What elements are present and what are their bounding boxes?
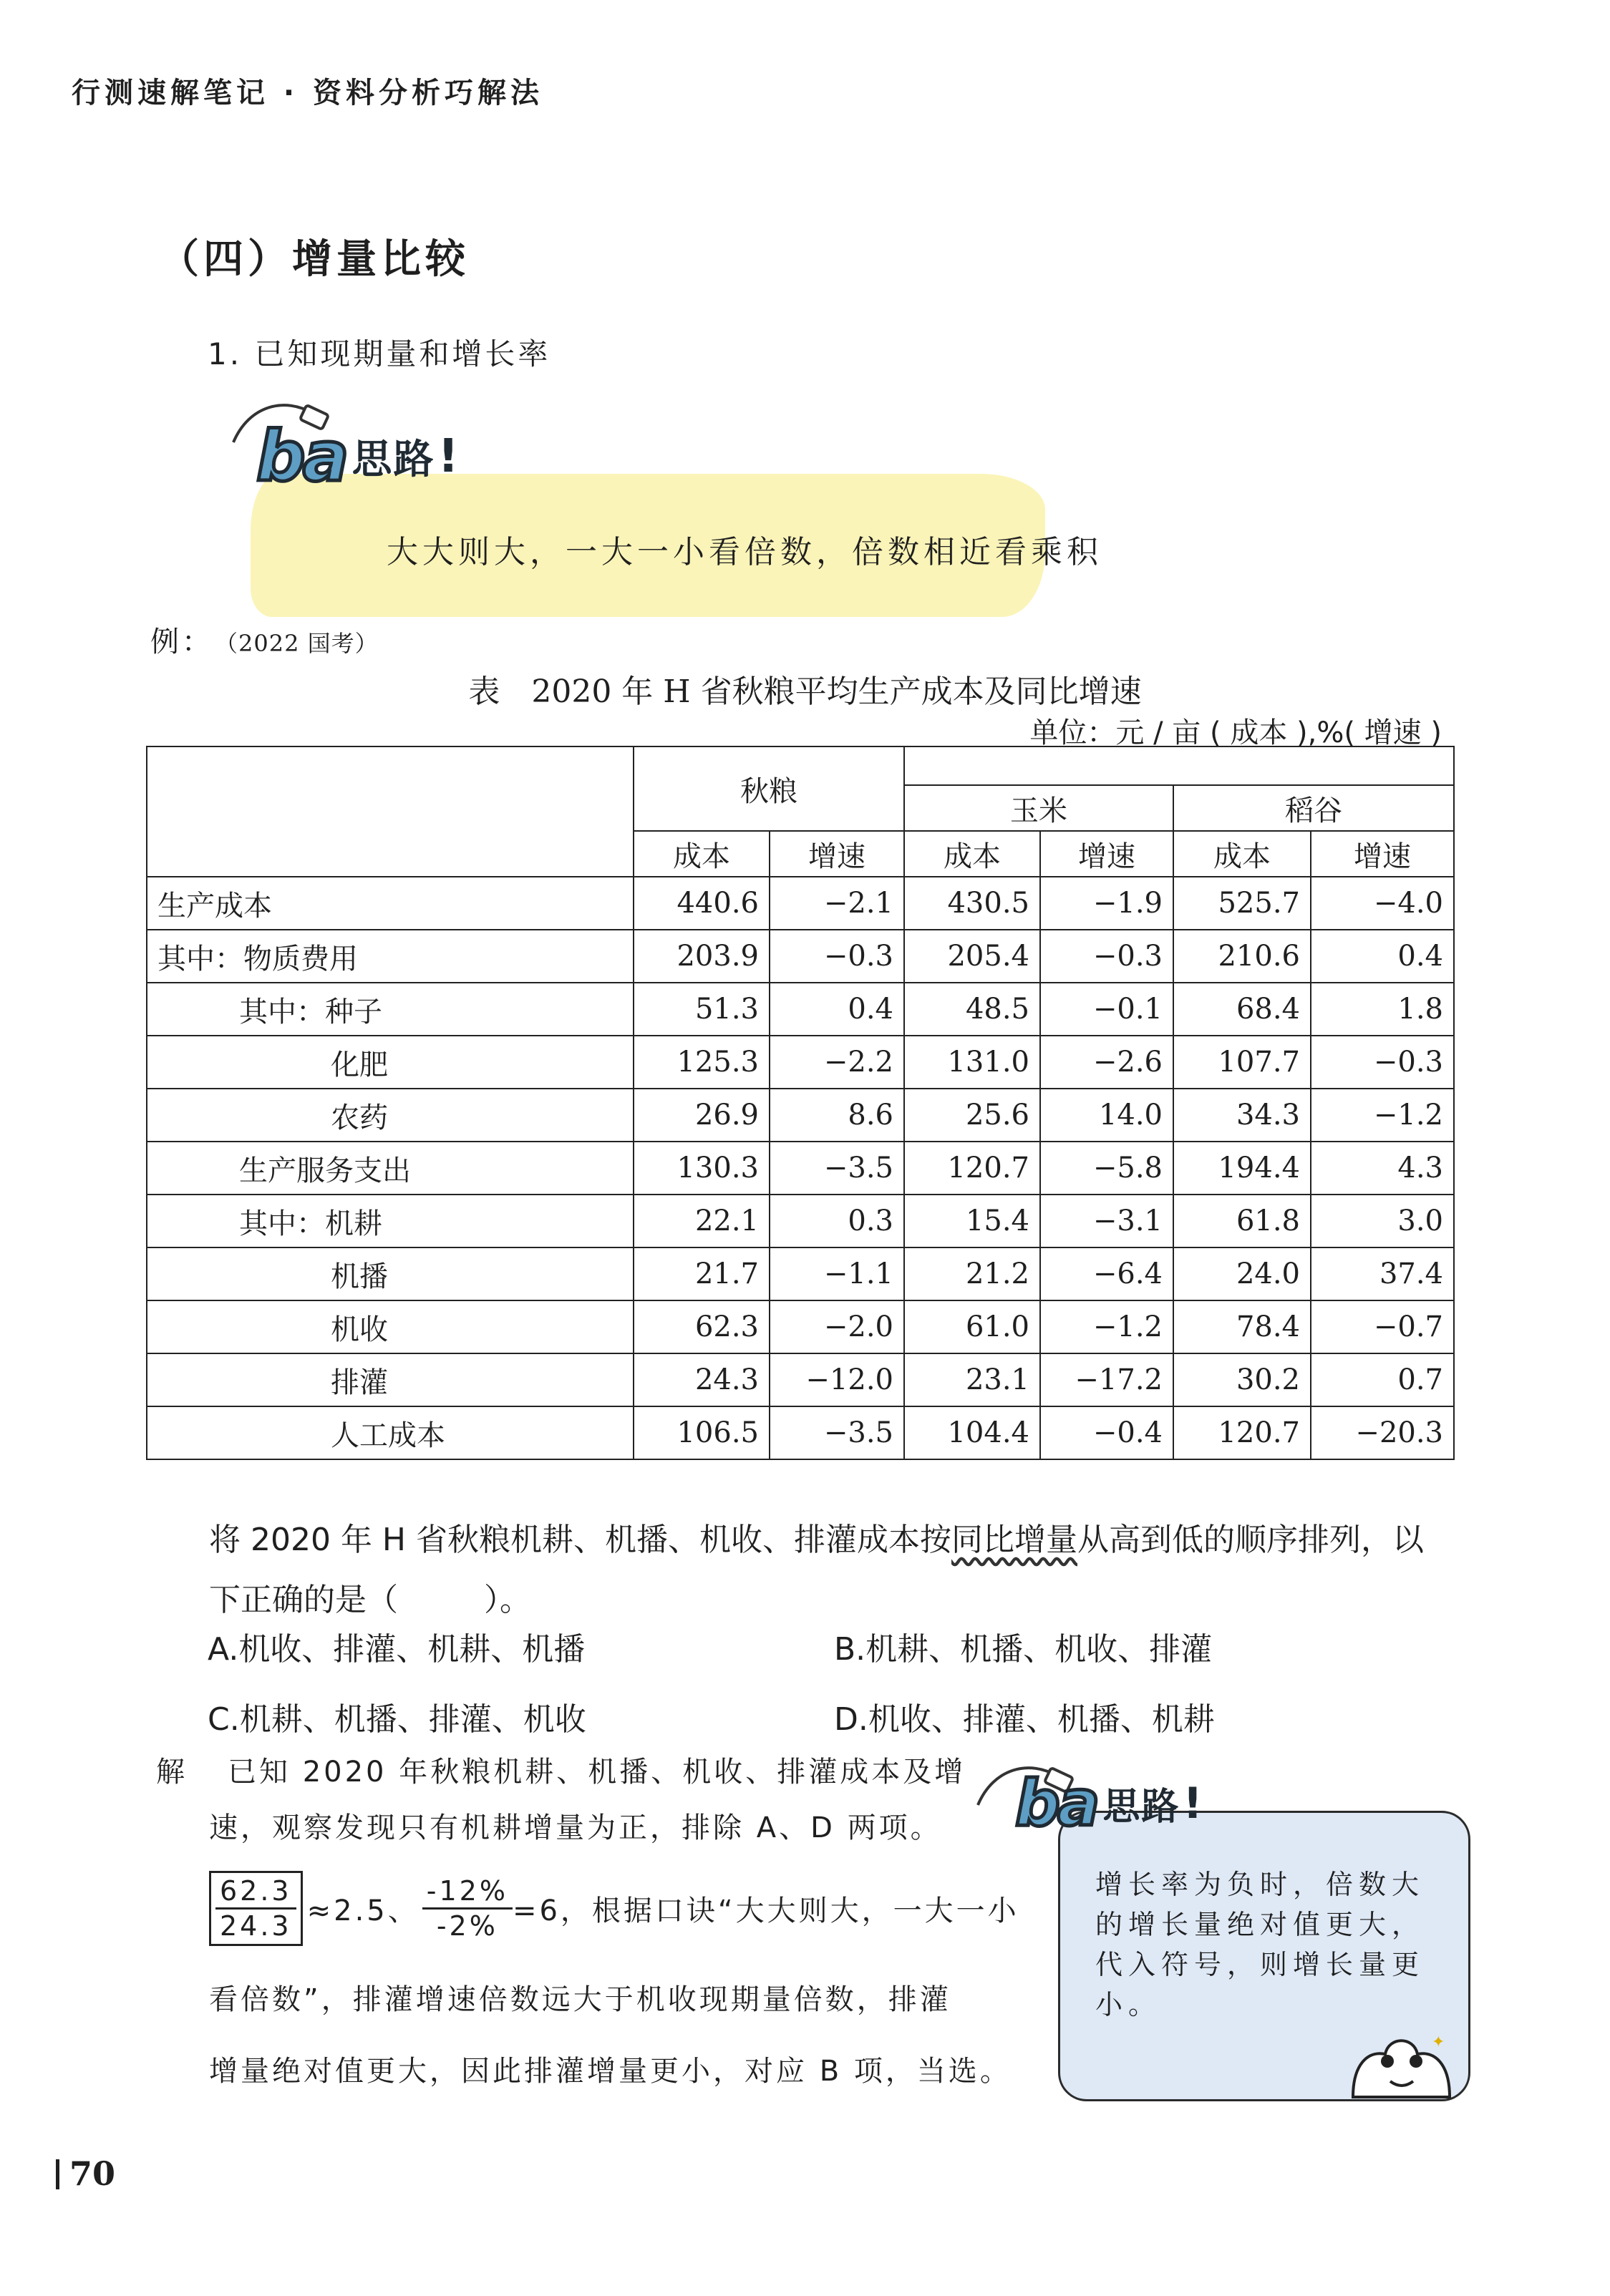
- cost-cell: 48.5: [904, 983, 1040, 1036]
- table-row: [147, 877, 1454, 930]
- section-title: （四）增量比较: [159, 236, 470, 283]
- cost-cell: 125.3: [634, 1036, 770, 1089]
- growth-cell: −1.2: [1040, 1300, 1173, 1353]
- growth-cell: −0.1: [1040, 983, 1173, 1036]
- running-header: 行测速解笔记 · 资料分析巧解法: [72, 77, 544, 110]
- tip-badge-2: [1015, 1766, 1203, 1840]
- cost-cell: 68.4: [1173, 983, 1311, 1036]
- table-title: 表 2020 年 H 省秋粮平均生产成本及同比增速: [468, 673, 1142, 710]
- cost-cell: 210.6: [1173, 930, 1311, 983]
- growth-cell: −0.3: [1311, 1036, 1454, 1089]
- cost-cell: 131.0: [904, 1036, 1040, 1089]
- svg-text:✦: ✦: [1432, 2033, 1445, 2051]
- example-source: （2022 国考）: [226, 630, 379, 657]
- table-unit: 单位：元 / 亩 ( 成本 ),%( 增速 ): [1029, 716, 1442, 749]
- badge-ba-logo: ba: [1015, 1766, 1097, 1840]
- cost-cell: 22.1: [634, 1195, 770, 1247]
- option-c[interactable]: C.机耕、机播、排灌、机收: [208, 1701, 586, 1738]
- col-header-growth: 增速: [1311, 831, 1454, 877]
- growth-cell: −1.9: [1040, 877, 1173, 930]
- solution-line-4: 看倍数”，排灌增速倍数远大于机收现期量倍数，排灌: [209, 1983, 951, 2016]
- cost-cell: 51.3: [634, 983, 770, 1036]
- col-header-cost: 成本: [904, 831, 1040, 877]
- growth-cell: −0.7: [1311, 1300, 1454, 1353]
- cost-cell: 430.5: [904, 877, 1040, 930]
- solution-label: 解: [156, 1756, 188, 1789]
- badge-label: 思路: [1102, 1786, 1180, 1829]
- cost-cell: 61.0: [904, 1300, 1040, 1353]
- row-label: 化肥: [147, 1036, 634, 1089]
- badge-ba-logo: ba: [256, 417, 346, 497]
- cost-cell: 24.3: [634, 1353, 770, 1406]
- row-label: 机播: [147, 1247, 634, 1300]
- row-label: 其中：种子: [147, 983, 634, 1036]
- question-stem: [209, 1510, 1447, 1630]
- cost-cell: 194.4: [1173, 1142, 1311, 1195]
- row-label: 其中：物质费用: [147, 930, 634, 983]
- row-label: 生产服务支出: [147, 1142, 634, 1195]
- growth-cell: −3.1: [1040, 1195, 1173, 1247]
- cost-cell: 205.4: [904, 930, 1040, 983]
- cost-cell: 525.7: [1173, 877, 1311, 930]
- growth-cell: −2.6: [1040, 1036, 1173, 1089]
- cost-cell: 440.6: [634, 877, 770, 930]
- col-header-cost: 成本: [634, 831, 770, 877]
- row-label: 其中：机耕: [147, 1195, 634, 1247]
- group-header-qiuliang: 秋粮: [634, 746, 904, 831]
- tip-mnemonic: 大大则大，一大一小看倍数，倍数相近看乘积: [387, 534, 1102, 570]
- cost-cell: 23.1: [904, 1353, 1040, 1406]
- growth-cell: −0.4: [1040, 1406, 1173, 1459]
- solution-line-5: 增量绝对值更大，因此排灌增量更小，对应 B 项，当选。: [209, 2055, 1012, 2088]
- growth-cell: 4.3: [1311, 1142, 1454, 1195]
- cost-cell: 106.5: [634, 1406, 770, 1459]
- badge-exclaim: !: [437, 430, 459, 483]
- option-a[interactable]: A.机收、排灌、机耕、机播: [208, 1631, 586, 1668]
- frog-mascot-icon: [1346, 2025, 1453, 2104]
- fraction-2-numerator: -12%: [422, 1874, 513, 1910]
- growth-cell: −3.5: [770, 1142, 904, 1195]
- approx-text: ≈2.5、: [306, 1894, 420, 1927]
- cost-cell: 26.9: [634, 1089, 770, 1142]
- row-label-header: [147, 746, 634, 877]
- growth-cell: −1.2: [1311, 1089, 1454, 1142]
- growth-cell: −1.1: [770, 1247, 904, 1300]
- tip-card-text: 增长率为负时，倍数大的增长量绝对值更大，代入符号，则增长量更小。: [1095, 1869, 1425, 2020]
- cost-cell: 203.9: [634, 930, 770, 983]
- cost-cell: 30.2: [1173, 1353, 1311, 1406]
- growth-cell: −5.8: [1040, 1142, 1173, 1195]
- growth-cell: 0.4: [1311, 930, 1454, 983]
- growth-cell: 0.4: [770, 983, 904, 1036]
- cost-cell: 15.4: [904, 1195, 1040, 1247]
- question-close: ）。: [484, 1582, 531, 1618]
- growth-cell: −0.3: [1040, 930, 1173, 983]
- question-emphasis: 同比增量: [951, 1522, 1078, 1558]
- group-header-blank: [904, 746, 1454, 785]
- growth-cell: −6.4: [1040, 1247, 1173, 1300]
- cost-cell: 21.2: [904, 1247, 1040, 1300]
- ratio-fraction-1: [209, 1871, 303, 1946]
- fraction-2-denominator: -2%: [436, 1910, 498, 1942]
- growth-cell: −12.0: [770, 1353, 904, 1406]
- growth-cell: 1.8: [1311, 983, 1454, 1036]
- table-body: [147, 877, 1454, 1459]
- row-label: 生产成本: [147, 877, 634, 930]
- fraction-1-denominator: 24.3: [220, 1910, 292, 1942]
- cost-cell: 62.3: [634, 1300, 770, 1353]
- badge-label: 思路: [351, 437, 435, 483]
- ratio-fraction-2: [422, 1874, 513, 1942]
- option-d[interactable]: D.机收、排灌、机播、机耕: [834, 1701, 1215, 1738]
- growth-cell: 0.3: [770, 1195, 904, 1247]
- group-header-yumi: 玉米: [904, 785, 1173, 831]
- table-row: [147, 1353, 1454, 1406]
- growth-cell: −2.0: [770, 1300, 904, 1353]
- cost-table: [146, 746, 1455, 1460]
- solution-line-3-rest: =6，根据口诀“大大则大，一大一小: [512, 1894, 1019, 1927]
- growth-cell: 14.0: [1040, 1089, 1173, 1142]
- solution-line-2: 速，观察发现只有机耕增量为正，排除 A、D 两项。: [209, 1811, 942, 1844]
- growth-cell: 37.4: [1311, 1247, 1454, 1300]
- table-row: [147, 1036, 1454, 1089]
- row-label: 人工成本: [147, 1406, 634, 1459]
- solution-line-1: 已知 2020 年秋粮机耕、机播、机收、排灌成本及增: [228, 1756, 966, 1789]
- table-row: [147, 1089, 1454, 1142]
- question-text-pre: 将 2020 年 H 省秋粮机耕、机播、机收、排灌成本按: [209, 1522, 952, 1558]
- subsection-title: 1. 已知现期量和增长率: [208, 336, 551, 371]
- table-row: [147, 1195, 1454, 1247]
- growth-cell: 8.6: [770, 1089, 904, 1142]
- table-row: [147, 1300, 1454, 1353]
- badge-exclaim: !: [1183, 1778, 1203, 1829]
- fraction-1-numerator: 62.3: [215, 1874, 296, 1910]
- col-header-growth: 增速: [1040, 831, 1173, 877]
- cost-cell: 120.7: [904, 1142, 1040, 1195]
- growth-cell: −4.0: [1311, 877, 1454, 930]
- tip-badge: [256, 417, 459, 497]
- growth-cell: −3.5: [770, 1406, 904, 1459]
- row-label: 农药: [147, 1089, 634, 1142]
- group-header-daogu: 稻谷: [1173, 785, 1454, 831]
- question-text-post: 从高到低的顺序排列，以下正确的是（: [209, 1522, 1425, 1618]
- header-row-1: [147, 746, 1454, 785]
- growth-cell: −20.3: [1311, 1406, 1454, 1459]
- cost-cell: 104.4: [904, 1406, 1040, 1459]
- row-label: 排灌: [147, 1353, 634, 1406]
- cost-cell: 34.3: [1173, 1089, 1311, 1142]
- cost-cell: 61.8: [1173, 1195, 1311, 1247]
- cost-cell: 130.3: [634, 1142, 770, 1195]
- cost-cell: 24.0: [1173, 1247, 1311, 1300]
- example-prefix: 例：: [150, 626, 213, 658]
- table-row: [147, 930, 1454, 983]
- cost-cell: 107.7: [1173, 1036, 1311, 1089]
- row-label: 机收: [147, 1300, 634, 1353]
- table-row: [147, 1142, 1454, 1195]
- table-row: [147, 983, 1454, 1036]
- growth-cell: −17.2: [1040, 1353, 1173, 1406]
- option-b[interactable]: B.机耕、机播、机收、排灌: [834, 1631, 1213, 1668]
- table-row: [147, 1406, 1454, 1459]
- col-header-cost: 成本: [1173, 831, 1311, 877]
- cost-cell: 25.6: [904, 1089, 1040, 1142]
- growth-cell: −2.2: [770, 1036, 904, 1089]
- example-label: [150, 619, 379, 660]
- solution-line-3: [209, 1871, 1019, 1946]
- growth-cell: 3.0: [1311, 1195, 1454, 1247]
- table-row: [147, 1247, 1454, 1300]
- growth-cell: 0.7: [1311, 1353, 1454, 1406]
- cost-cell: 21.7: [634, 1247, 770, 1300]
- cost-cell: 78.4: [1173, 1300, 1311, 1353]
- col-header-growth: 增速: [770, 831, 904, 877]
- growth-cell: −0.3: [770, 930, 904, 983]
- cost-cell: 120.7: [1173, 1406, 1311, 1459]
- page-number: 70: [56, 2154, 115, 2193]
- growth-cell: −2.1: [770, 877, 904, 930]
